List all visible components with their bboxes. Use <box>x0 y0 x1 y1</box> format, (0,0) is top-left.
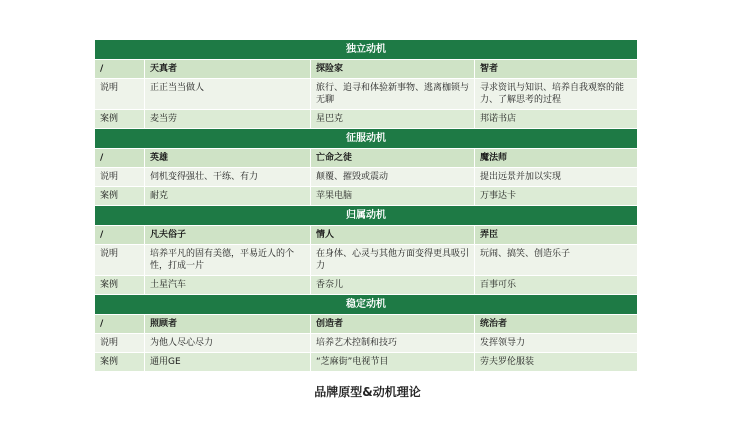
table-cell: 案例 <box>95 276 145 294</box>
table-cell: 说明 <box>95 245 145 275</box>
table-cell: 智者 <box>480 64 499 74</box>
table-header-row <box>95 226 637 245</box>
table-cell: 星巴克 <box>311 110 475 128</box>
table-row <box>95 334 637 353</box>
table-cell: / <box>95 315 145 333</box>
table-cell: 在身体、心灵与其他方面变得更具吸引力 <box>311 245 475 275</box>
caption: 品牌原型&动机理论 <box>314 385 421 399</box>
table-cell: 寻求资讯与知识、培养自我观察的能力、了解思考的过程 <box>480 83 625 105</box>
table-row <box>95 79 637 110</box>
table-cell: 凡夫俗子 <box>145 226 311 244</box>
table-cell: 香奈儿 <box>311 276 475 294</box>
table-row <box>95 187 637 206</box>
table-cell: 苹果电脑 <box>311 187 475 205</box>
table-cell: 魔法师 <box>480 153 508 163</box>
table-cell: 发挥领导力 <box>480 338 526 348</box>
table-cell: 案例 <box>95 187 145 205</box>
archetype-table <box>95 40 637 372</box>
section-title: 征服动机 <box>95 129 637 149</box>
table-header-row <box>95 315 637 334</box>
table-cell: 土星汽车 <box>145 276 311 294</box>
table-row <box>95 245 637 276</box>
section-title: 稳定动机 <box>95 295 637 315</box>
table-cell: 案例 <box>95 353 145 371</box>
table-cell: 提出远景并加以实现 <box>480 172 562 182</box>
table-header-row <box>95 60 637 79</box>
table-cell: 培养艺术控制和技巧 <box>311 334 475 352</box>
table-cell: 玩闹、搞笑、创造乐子 <box>480 249 571 259</box>
table-cell: 亡命之徒 <box>311 149 475 167</box>
table-cell: 说明 <box>95 168 145 186</box>
table-cell: 万事达卡 <box>480 191 517 201</box>
table-cell: 说明 <box>95 79 145 109</box>
table-row <box>95 276 637 295</box>
table-cell: 英雄 <box>145 149 311 167</box>
table-cell: 探险家 <box>311 60 475 78</box>
table-cell: 情人 <box>311 226 475 244</box>
table-cell: / <box>95 149 145 167</box>
table-cell: / <box>95 60 145 78</box>
table-cell: 说明 <box>95 334 145 352</box>
table-cell: 创造者 <box>311 315 475 333</box>
table-cell: 统治者 <box>480 319 508 329</box>
table-cell: 照顾者 <box>145 315 311 333</box>
table-cell: / <box>95 226 145 244</box>
table-cell: 正正当当做人 <box>145 79 311 109</box>
table-cell: 弄臣 <box>480 230 499 240</box>
table-cell: 邦诺书店 <box>480 114 517 124</box>
table-cell: 培养平凡的固有美德，平易近人的个性，打成一片 <box>145 245 311 275</box>
table-row <box>95 168 637 187</box>
table-cell: 旅行、追寻和体验新事物、逃离枷锁与无聊 <box>311 79 475 109</box>
section-title: 独立动机 <box>95 40 637 60</box>
table-header-row <box>95 149 637 168</box>
table-cell: 伺机变得强壮、干练、有力 <box>145 168 311 186</box>
table-cell: 为他人尽心尽力 <box>145 334 311 352</box>
table-cell: 颠覆、摧毁或震动 <box>311 168 475 186</box>
table-cell: 耐克 <box>145 187 311 205</box>
table-cell: “芝麻街”电视节目 <box>311 353 475 371</box>
table-cell: 通用GE <box>145 353 311 371</box>
table-cell: 劳夫罗伦服装 <box>480 357 535 367</box>
table-row <box>95 353 637 372</box>
table-cell: 案例 <box>95 110 145 128</box>
section-title: 归属动机 <box>95 206 637 226</box>
table-row <box>95 110 637 129</box>
table-cell: 天真者 <box>145 60 311 78</box>
table-cell: 麦当劳 <box>145 110 311 128</box>
table-cell: 百事可乐 <box>480 280 517 290</box>
